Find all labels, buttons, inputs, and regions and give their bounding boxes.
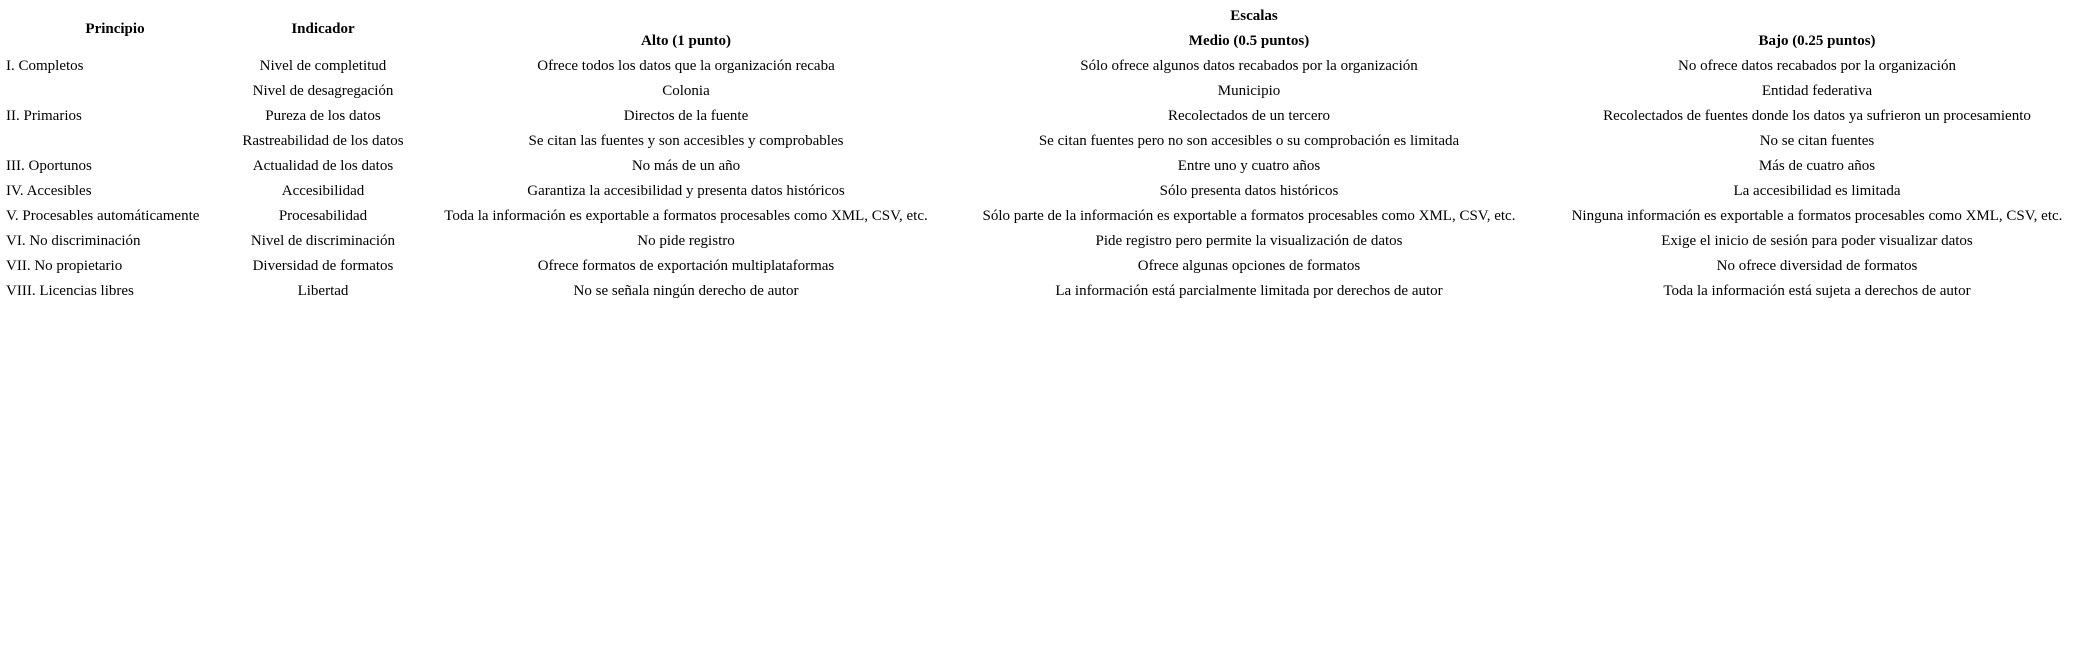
header-row-1 [4,4,2088,29]
cell-principio: VI. No discriminación [6,233,141,249]
cell-bajo: No ofrece diversidad de formatos [1716,258,1918,274]
cell-alto: Toda la información es exportable a formatos procesables como XML, CSV, etc. [444,208,928,224]
cell-alto: Directos de la fuente [623,108,749,124]
cell-bajo: Toda la información está sujeta a derechos de autor [1663,283,1971,299]
cell-principio: III. Oportunos [6,158,92,174]
table-row [4,79,2088,104]
cell-alto: Se citan las fuentes y son accesibles y comprobables [528,133,844,149]
cell-bajo: Recolectados de fuentes donde los datos ya sufrieron un procesamiento [1603,108,2031,124]
table-row [4,54,2088,79]
table-row [4,129,2088,154]
cell-bajo: No se citan fuentes [1759,133,1875,149]
cell-principio [4,79,226,104]
cell-alto: No pide registro [637,233,735,249]
cell-indicador: Pureza de los datos [265,108,381,124]
header-indicador: Indicador [291,20,355,37]
header-alto: Alto (1 punto) [640,33,731,49]
cell-bajo: La accesibilidad es limitada [1733,183,1901,199]
cell-medio: Se citan fuentes pero no son accesibles o su comprobación es limitada [1038,133,1460,149]
cell-medio: Sólo presenta datos históricos [1159,183,1339,199]
cell-bajo: No ofrece datos recabados por la organización [1678,58,1956,74]
cell-principio: V. Procesables automáticamente [6,208,200,224]
cell-principio: II. Primarios [6,108,82,124]
header-medio: Medio (0.5 puntos) [1188,33,1310,49]
cell-medio: Entre uno y cuatro años [1177,158,1321,174]
table-row [4,279,2088,304]
cell-indicador: Accesibilidad [281,183,365,199]
cell-principio: VIII. Licencias libres [6,283,134,299]
cell-medio: Sólo parte de la información es exportable a formatos procesables como XML, CSV, etc. [982,208,1516,224]
cell-bajo: Ninguna información es exportable a formatos procesables como XML, CSV, etc. [1571,208,2063,224]
cell-indicador: Nivel de discriminación [250,233,396,249]
table-row [4,104,2088,129]
header-principio: Principio [85,20,145,37]
cell-indicador: Libertad [297,283,349,299]
cell-medio: La información está parcialmente limitada por derechos de autor [1055,283,1443,299]
cell-medio: Ofrece algunas opciones de formatos [1137,258,1361,274]
cell-medio: Sólo ofrece algunos datos recabados por la organización [1080,58,1418,74]
table-row [4,179,2088,204]
principles-table [4,4,2088,304]
cell-bajo: Más de cuatro años [1758,158,1876,174]
cell-principio: IV. Accesibles [6,183,92,199]
cell-indicador: Rastreabilidad de los datos [242,133,404,149]
cell-indicador: Nivel de desagregación [252,83,394,99]
cell-medio: Pide registro pero permite la visualización de datos [1095,233,1403,249]
cell-alto: Garantiza la accesibilidad y presenta datos históricos [527,183,845,199]
cell-principio [4,129,226,154]
cell-indicador: Procesabilidad [278,208,368,224]
cell-indicador: Nivel de completitud [259,58,387,74]
cell-medio: Municipio [1217,83,1281,99]
cell-alto: Ofrece todos los datos que la organización recaba [537,58,835,74]
cell-bajo: Entidad federativa [1761,83,1873,99]
cell-indicador: Actualidad de los datos [252,158,394,174]
cell-indicador: Diversidad de formatos [252,258,394,274]
cell-alto: No más de un año [631,158,741,174]
cell-bajo: Exige el inicio de sesión para poder visualizar datos [1661,233,1973,249]
cell-alto: No se señala ningún derecho de autor [573,283,799,299]
header-bajo: Bajo (0.25 puntos) [1758,33,1876,49]
cell-alto: Colonia [662,83,710,99]
header-escalas: Escalas [1230,8,1278,24]
cell-medio: Recolectados de un tercero [1167,108,1330,124]
cell-alto: Ofrece formatos de exportación multiplataformas [537,258,835,274]
table-row [4,154,2088,179]
cell-principio: I. Completos [6,58,84,74]
table-row [4,254,2088,279]
table-row [4,204,2088,229]
table-row [4,229,2088,254]
cell-principio: VII. No propietario [6,258,123,274]
